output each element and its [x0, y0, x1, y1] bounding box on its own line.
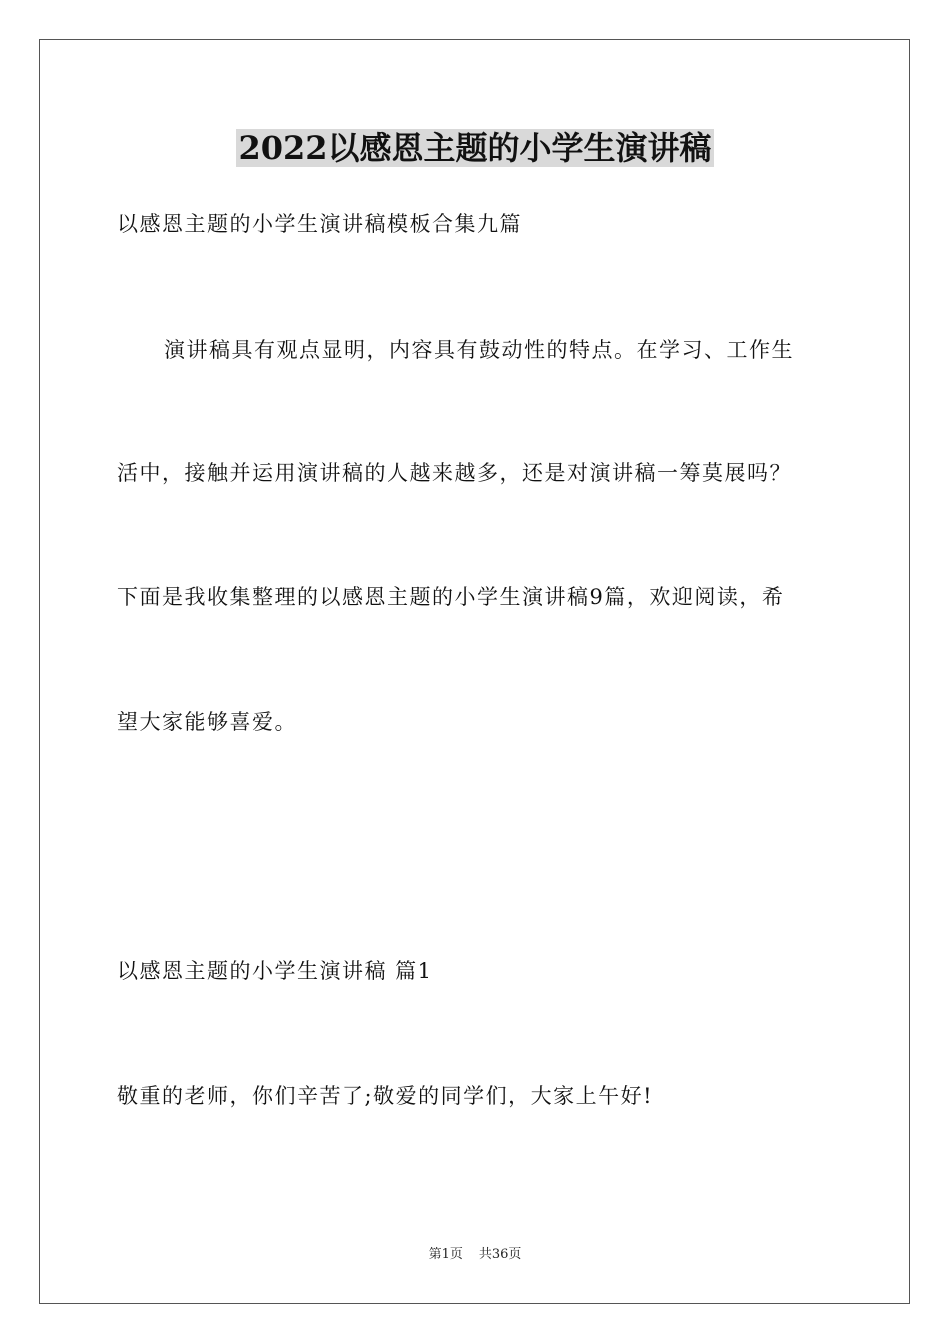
document-subtitle: 以感恩主题的小学生演讲稿模板合集九篇	[117, 212, 522, 236]
document-title	[0, 126, 950, 170]
greeting-line: 敬重的老师，你们辛苦了;敬爱的同学们，大家上午好!	[117, 1084, 654, 1108]
intro-line-3: 下面是我收集整理的以感恩主题的小学生演讲稿9篇，欢迎阅读，希	[117, 585, 785, 609]
document-title-text: 2022以感恩主题的小学生演讲稿	[238, 129, 712, 167]
intro-line-1: 演讲稿具有观点显明，内容具有鼓动性的特点。在学习、工作生	[164, 338, 794, 362]
section-heading: 以感恩主题的小学生演讲稿 篇1	[117, 959, 433, 983]
intro-line-2: 活中，接触并运用演讲稿的人越来越多，还是对演讲稿一筹莫展吗？	[117, 461, 792, 485]
intro-line-4: 望大家能够喜爱。	[117, 710, 297, 734]
page-current: 第1页	[428, 1247, 463, 1262]
page-total: 共36页	[478, 1247, 522, 1262]
page-footer	[0, 1246, 950, 1264]
